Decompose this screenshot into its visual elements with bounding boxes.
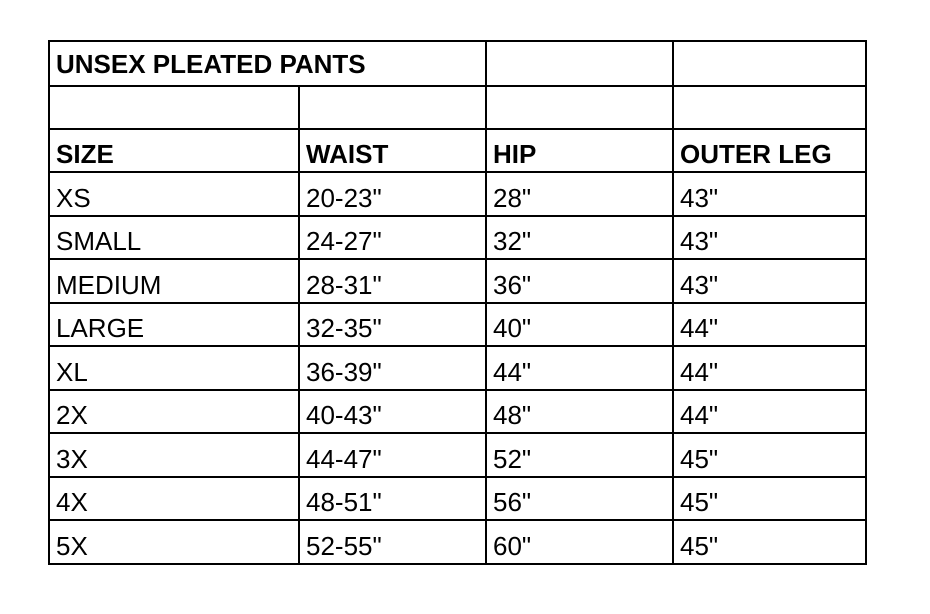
header-row xyxy=(49,129,866,172)
hip-cell: 36" xyxy=(486,259,673,303)
waist-cell: 48-51" xyxy=(299,477,486,521)
table-row xyxy=(49,172,866,216)
size-chart-table xyxy=(48,40,867,565)
outer-leg-cell: 45" xyxy=(673,477,866,521)
column-header-waist: WAIST xyxy=(299,129,486,172)
size-cell: 2X xyxy=(49,390,299,434)
empty-cell xyxy=(673,86,866,129)
empty-cell xyxy=(299,86,486,129)
outer-leg-cell: 43" xyxy=(673,259,866,303)
table-row xyxy=(49,216,866,260)
size-cell: 4X xyxy=(49,477,299,521)
hip-cell: 48" xyxy=(486,390,673,434)
table-row xyxy=(49,346,866,390)
table-row xyxy=(49,303,866,347)
empty-cell xyxy=(486,86,673,129)
table-row xyxy=(49,520,866,564)
size-cell: SMALL xyxy=(49,216,299,260)
hip-cell: 56" xyxy=(486,477,673,521)
size-cell: 3X xyxy=(49,433,299,477)
empty-cell xyxy=(486,41,673,86)
empty-cell xyxy=(673,41,866,86)
table-row xyxy=(49,477,866,521)
size-cell: 5X xyxy=(49,520,299,564)
waist-cell: 36-39" xyxy=(299,346,486,390)
size-cell: LARGE xyxy=(49,303,299,347)
waist-cell: 28-31" xyxy=(299,259,486,303)
hip-cell: 44" xyxy=(486,346,673,390)
hip-cell: 40" xyxy=(486,303,673,347)
outer-leg-cell: 45" xyxy=(673,520,866,564)
waist-cell: 24-27" xyxy=(299,216,486,260)
outer-leg-cell: 43" xyxy=(673,216,866,260)
hip-cell: 60" xyxy=(486,520,673,564)
column-header-outer-leg: OUTER LEG xyxy=(673,129,866,172)
blank-row xyxy=(49,86,866,129)
outer-leg-cell: 43" xyxy=(673,172,866,216)
waist-cell: 20-23" xyxy=(299,172,486,216)
hip-cell: 52" xyxy=(486,433,673,477)
waist-cell: 44-47" xyxy=(299,433,486,477)
size-cell: XL xyxy=(49,346,299,390)
waist-cell: 40-43" xyxy=(299,390,486,434)
outer-leg-cell: 45" xyxy=(673,433,866,477)
empty-cell xyxy=(49,86,299,129)
column-header-hip: HIP xyxy=(486,129,673,172)
table-title: UNSEX PLEATED PANTS xyxy=(49,41,486,86)
size-cell: XS xyxy=(49,172,299,216)
waist-cell: 52-55" xyxy=(299,520,486,564)
hip-cell: 32" xyxy=(486,216,673,260)
table-row xyxy=(49,390,866,434)
table-row xyxy=(49,433,866,477)
outer-leg-cell: 44" xyxy=(673,303,866,347)
outer-leg-cell: 44" xyxy=(673,346,866,390)
column-header-size: SIZE xyxy=(49,129,299,172)
size-cell: MEDIUM xyxy=(49,259,299,303)
hip-cell: 28" xyxy=(486,172,673,216)
waist-cell: 32-35" xyxy=(299,303,486,347)
outer-leg-cell: 44" xyxy=(673,390,866,434)
table-row xyxy=(49,259,866,303)
title-row xyxy=(49,41,866,86)
